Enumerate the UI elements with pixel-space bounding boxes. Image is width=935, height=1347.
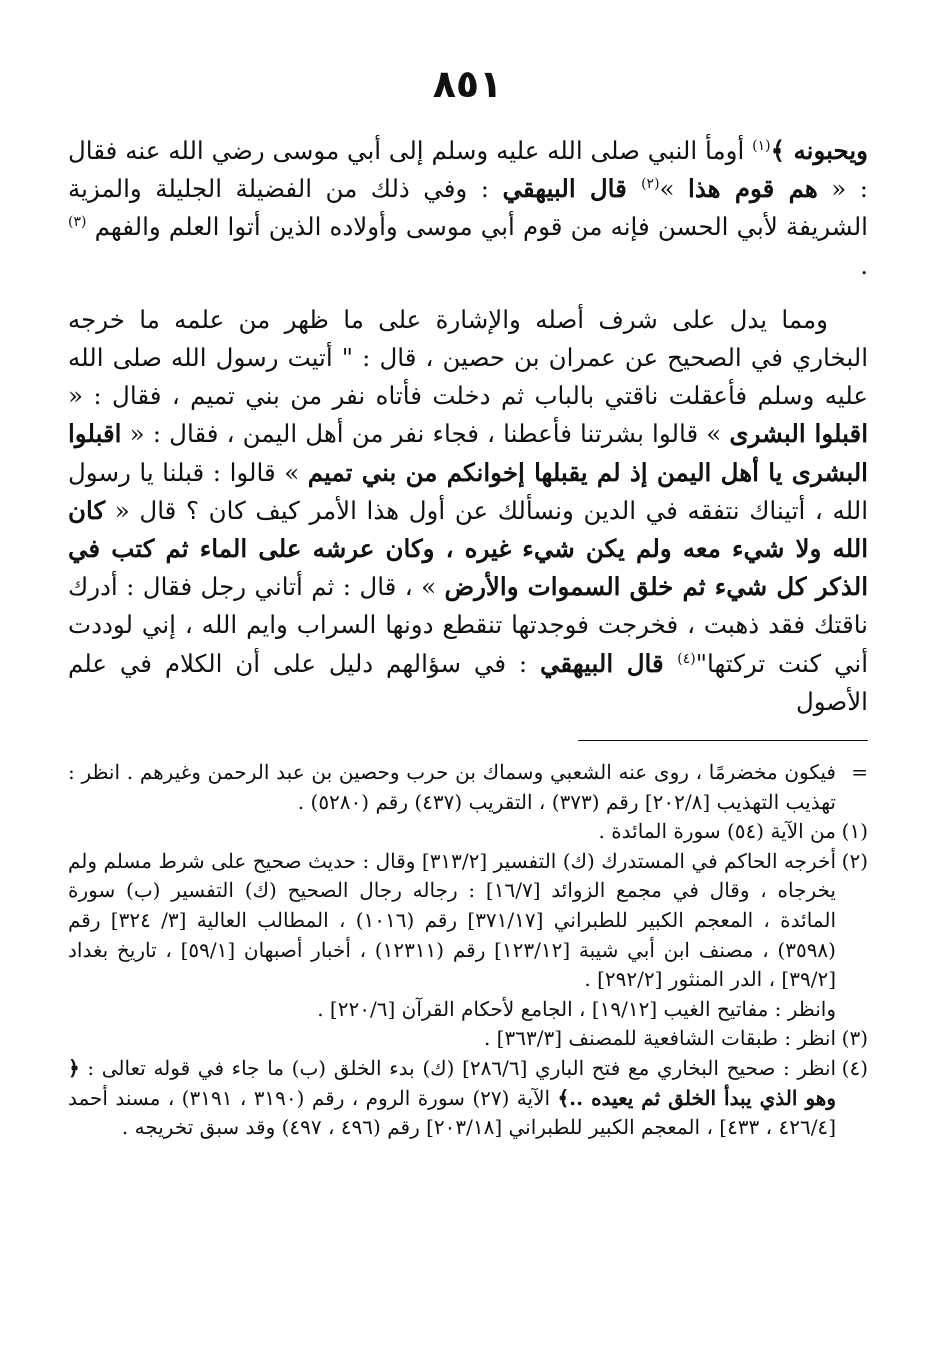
hadith-quote: اقبلوا البشرى يا أهل اليمن إذ لم يقبلها إخوانكم من بني تميم (68, 419, 868, 487)
paragraph-2 (68, 301, 868, 721)
hadith-quote: كان الله ولا شيء معه ولم يكن شيء غيره ، وكان عرشه على الماء ثم كتب في الذكر كل شيء ثم خلق السموات والأرض (68, 495, 869, 602)
text-span: . (860, 250, 868, 280)
footnote-mark: (٣) (841, 1026, 868, 1051)
footnote-text: الآية (٢٧) سورة الروم ، رقم (٣١٩٠ ، ٣١٩١) ، مسند أحمد [٤٢٦/٤ ، ٤٣٣] ، المعجم الكبير للطبراني [٢٠٣/١٨] رقم (٤٩٦ ، ٤٩٧) وقد سبق تخريجه . (68, 1085, 836, 1140)
footnote-ref-1[interactable]: (١) (752, 137, 771, 154)
text-span: » (659, 174, 689, 204)
quran-quote-end: ويحبونه ﴾ (770, 136, 868, 165)
text-span: » قالوا : قبلنا يا رسول الله ، أتيناك نتفقه في الدين ونسألك عن أول هذا الأمر كيف كان ؟ قال « (68, 457, 868, 525)
footnote-mark: (١) (841, 819, 868, 844)
footnote-text-extra: وانظر : مفاتيح الغيب [١٩/١٢] ، الجامع لأحكام القرآن [٢٢٠/٦] . (317, 996, 836, 1021)
footnote-ref-3[interactable]: (٣) (68, 214, 87, 231)
footnote-mark: (٤) (841, 1055, 868, 1080)
footnote-3 (68, 1024, 868, 1054)
footnote-2 (68, 847, 868, 1025)
text-span: : وفي ذلك من الفضيلة الجليلة والمزية الشريفة لأبي الحسن فإنه من قوم أبي موسى وأولاده الذين أتوا العلم والفهم (68, 174, 868, 242)
paragraph-1 (68, 132, 868, 285)
page-number: ٨٥١ (432, 62, 503, 106)
footnotes (68, 758, 868, 1143)
footnote-text: أخرجه الحاكم في المستدرك (ك) التفسير [٣١٣/٢] وقال : حديث صحيح على شرط مسلم ولم يخرجاه ، وقال في مجمع الزوائد [١٦/٧] : رجاله رجال الصحيح (ك) التفسير (ب) سورة المائدة ، المعجم الكبير للطبراني [٣٧١/١٧] رقم (١٠١٦) ، المطالب العالية [٣/ ٣٢٤] رقم (٣٥٩٨) ، مصنف ابن أبي شيبة [١٢٣/١٢] رقم (١٢٣١١) ، أخبار أصبهان [٥٩/١] ، تاريخ بغداد [٣٩/٢] ، الدر المنثور [٢٩٢/٢] . (68, 848, 837, 992)
footnote-divider (578, 740, 868, 741)
quran-verse: ﴿ وهو الذي يبدأ الخلق ثم يعيده ..﴾ (68, 1055, 836, 1110)
footnote-mark: = (851, 760, 868, 784)
footnote-text: من الآية (٥٤) سورة المائدة . (598, 819, 836, 844)
hadith-quote: هم قوم هذا (688, 174, 818, 204)
main-text (68, 132, 868, 721)
footnote-ref-4[interactable]: (٤) (677, 650, 696, 667)
hadith-quote: اقبلوا البشرى (729, 419, 868, 449)
footnote-4 (68, 1054, 868, 1143)
footnote-ref-2[interactable]: (٢) (641, 176, 660, 193)
text-span: أومأ النبي صلى الله عليه وسلم إلى أبي موسى رضي الله عنه فقال : « (68, 136, 869, 204)
footnote-mark: (٢) (841, 848, 868, 873)
footnote-text: انظر : طبقات الشافعية للمصنف [٣٦٣/٣] . (483, 1026, 836, 1051)
text-span: » ، قال : ثم أتاني رجل فقال : أدرك ناقتك فقد ذهبت ، فخرجت فوجدتها تنقطع دونها السراب وايم الله ، إني لوددت أني كنت تركتها" (68, 572, 868, 678)
author-attribution: قال البيهقي (539, 648, 678, 678)
footnote-text: انظر : صحيح البخاري مع فتح الباري [٢٨٦/٦] (ك) بدء الخلق (ب) ما جاء في قوله تعالى : (79, 1055, 836, 1080)
footnote-continuation (68, 758, 868, 817)
text-span: » قالوا بشرتنا فأعطنا ، فجاء نفر من أهل اليمن ، فقال : « (121, 419, 730, 449)
text-span: : في سؤالهم دليل على أن الكلام في علم الأصول (68, 648, 868, 716)
footnote-text: فيكون مخضرمًا ، روى عنه الشعبي وسماك بن حرب وحصين بن عبد الرحمن وغيرهم . انظر : تهذيب التهذيب [٢٠٢/٨] رقم (٣٧٣) ، التقريب (٤٣٧) رقم (٥٢٨٠) . (68, 760, 836, 814)
text-span: ومما يدل على شرف أصله والإشارة على ما ظهر من علمه ما خرجه البخاري في الصحيح عن عمران بن حصين ، قال : " أتيت رسول الله صلى الله عليه وسلم فأعقلت ناقتي بالباب ثم دخلت فأتاه نفر من بني تميم ، فقال : « (68, 304, 868, 411)
author-attribution: قال البيهقي (502, 174, 642, 204)
footnote-1 (68, 817, 868, 847)
